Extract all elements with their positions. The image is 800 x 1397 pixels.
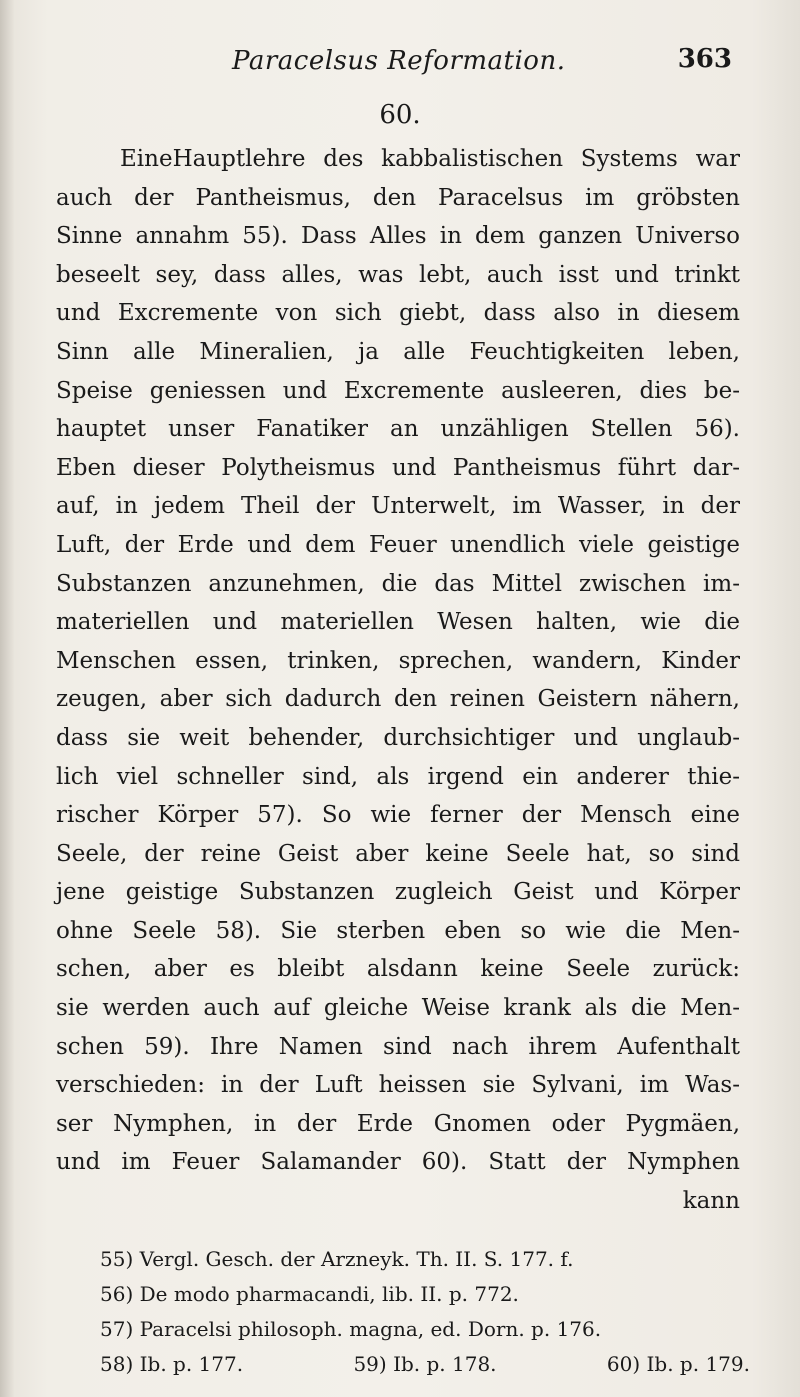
text-line: jene geistige Substanzen zugleich Geist und Körper [56, 879, 740, 906]
text-line: Substanzen anzunehmen, die das Mittel zwischen im- [56, 570, 740, 597]
text-line: schen 59). Ihre Namen sind nach ihrem Aufenthalt [56, 1033, 740, 1060]
catchword: kann [682, 1188, 740, 1215]
footnote-60: 60) Ib. p. 179. [606, 1352, 750, 1376]
running-title: Paracelsus Reformation. [232, 46, 566, 76]
text-line: verschieden: in der Luft heissen sie Sylvani, im Was- [56, 1072, 740, 1099]
text-line: Eben dieser Polytheismus und Pantheismus führt dar- [56, 454, 740, 481]
page-header [56, 40, 740, 80]
text-line: Luft, der Erde und dem Feuer unendlich viele geistige [56, 531, 740, 558]
text-line: dass sie weit behender, durchsichtiger und unglaub- [56, 724, 740, 751]
text-line: Seele, der reine Geist aber keine Seele hat, so sind [56, 840, 740, 867]
text-line: hauptet unser Fanatiker an unzähligen Stellen 56). [56, 416, 740, 443]
footnote-58: 58) Ib. p. 177. [100, 1352, 244, 1376]
footnote-row [100, 1347, 750, 1382]
footnote-56: 56) De modo pharmacandi, lib. II. p. 772. [100, 1282, 519, 1306]
text-line: rischer Körper 57). So wie ferner der Mensch eine [56, 802, 740, 829]
text-line: EineHauptlehre des kabbalistischen Systems war [120, 146, 740, 172]
text-line: zeugen, aber sich dadurch den reinen Geistern nähern, [56, 686, 740, 713]
footnote-57: 57) Paracelsi philosoph. magna, ed. Dorn. p. 176. [100, 1317, 602, 1341]
text-line: Speise geniessen und Excremente ausleeren, dies be- [56, 377, 740, 404]
footnotes [100, 1242, 750, 1382]
footnote-55: 55) Vergl. Gesch. der Arzneyk. Th. II. S. 177. f. [100, 1247, 574, 1271]
section-number: 60. [379, 100, 421, 130]
text-line: lich viel schneller sind, als irgend ein anderer thie- [56, 763, 740, 790]
footnote-59: 59) Ib. p. 178. [353, 1352, 497, 1376]
text-line: auch der Pantheismus, den Paracelsus im gröbsten [56, 184, 740, 211]
text-line: Sinne annahm 55). Dass Alles in dem ganzen Universo [56, 223, 740, 250]
text-line: und Excremente von sich giebt, dass also in diesem [56, 300, 740, 327]
text-line: beseelt sey, dass alles, was lebt, auch isst und trinkt [56, 261, 740, 288]
page-number: 363 [677, 44, 732, 74]
text-line: schen, aber es bleibt alsdann keine Seele zurück: [56, 956, 740, 983]
page-gutter [0, 0, 14, 1397]
text-line: ohne Seele 58). Sie sterben eben so wie die Men- [56, 917, 740, 944]
text-line: Menschen essen, trinken, sprechen, wandern, Kinder [56, 647, 740, 674]
text-line: sie werden auch auf gleiche Weise krank als die Men- [56, 995, 740, 1022]
text-line: materiellen und materiellen Wesen halten, wie die [56, 609, 740, 636]
text-line: auf, in jedem Theil der Unterwelt, im Wasser, in der [56, 493, 740, 520]
text-line: Sinn alle Mineralien, ja alle Feuchtigkeiten leben, [56, 338, 740, 365]
text-line: und im Feuer Salamander 60). Statt der Nymphen [56, 1149, 740, 1176]
body-text [56, 140, 740, 1221]
text-line: ser Nymphen, in der Erde Gnomen oder Pygmäen, [56, 1110, 740, 1137]
